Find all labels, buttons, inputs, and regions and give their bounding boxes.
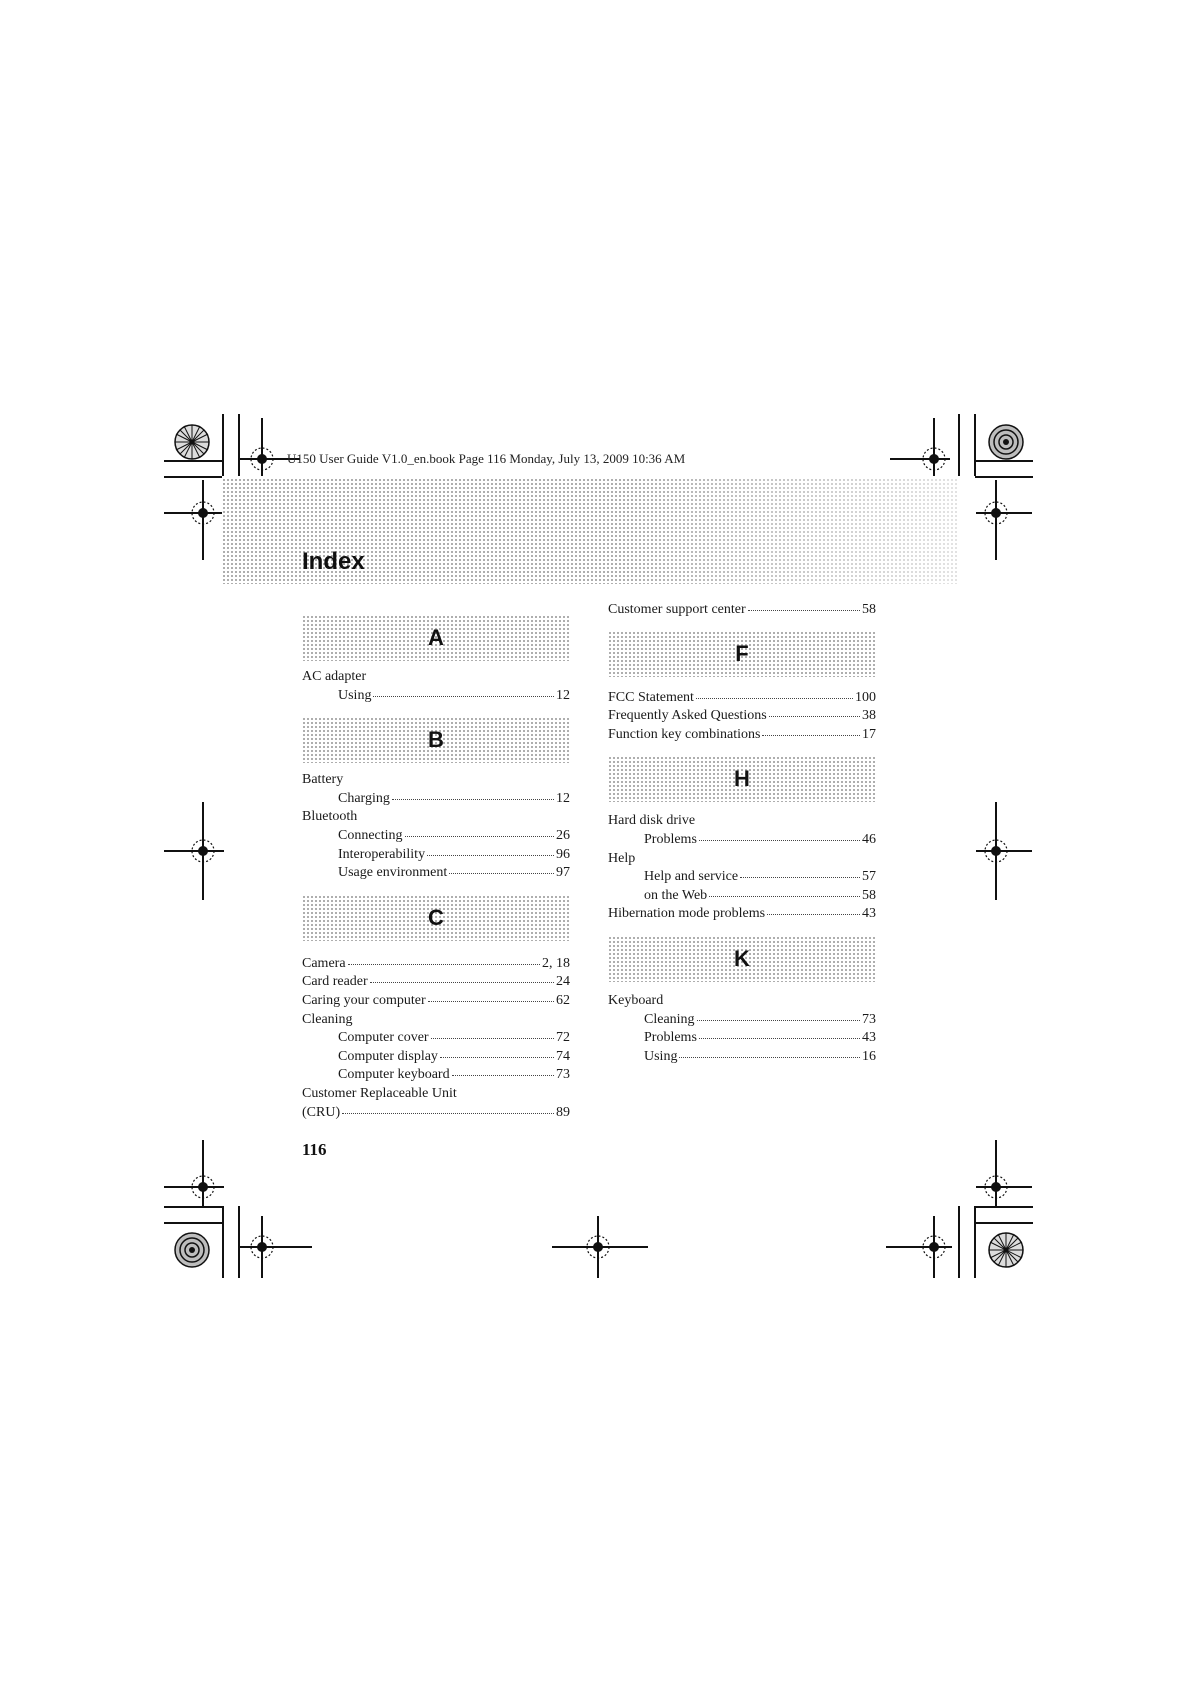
entry-term: Problems <box>644 1030 697 1046</box>
entry-term: (CRU) <box>302 1104 341 1120</box>
entry-term: Usage environment <box>338 865 448 881</box>
crop-line <box>975 1206 1033 1208</box>
entry-term: Cleaning <box>644 1011 695 1027</box>
color-star-mark-icon <box>986 1230 1026 1270</box>
entry-term: Charging <box>338 790 390 806</box>
dot-leader <box>373 683 554 697</box>
registration-target-icon <box>981 498 1011 528</box>
index-entry <box>608 905 876 924</box>
entry-page: 38 <box>862 708 876 724</box>
entry-term: Hibernation mode problems <box>608 906 766 922</box>
section-letter: F <box>735 640 749 666</box>
color-rosette-mark-icon <box>986 422 1026 462</box>
section-header-k <box>608 936 876 982</box>
dot-leader <box>696 685 853 699</box>
crop-line <box>164 476 222 478</box>
dot-leader <box>762 722 860 736</box>
print-info-header: U150 User Guide V1.0_en.book Page 116 Monday, July 13, 2009 10:36 AM <box>287 451 686 466</box>
registration-target-icon <box>981 1172 1011 1202</box>
entry-page: 57 <box>862 869 876 885</box>
registration-target-icon <box>188 498 218 528</box>
section-header-a <box>302 615 570 661</box>
dot-leader <box>699 1025 860 1039</box>
entry-term: Problems <box>644 831 697 847</box>
dot-leader <box>740 864 860 878</box>
entry-term: FCC Statement <box>608 689 694 705</box>
dot-leader <box>431 1025 554 1039</box>
dot-leader <box>452 1062 554 1076</box>
entry-term: Bluetooth <box>302 809 358 825</box>
crop-line <box>222 414 224 476</box>
crop-line <box>974 414 976 476</box>
entry-page: 58 <box>862 887 876 903</box>
crop-line <box>974 1206 976 1278</box>
index-entry <box>302 992 570 1011</box>
dot-leader <box>748 597 860 611</box>
dot-leader <box>679 1044 860 1058</box>
section-header-h <box>608 756 876 802</box>
dot-leader <box>370 969 554 983</box>
entry-term: Card reader <box>302 974 368 990</box>
entry-term: Computer cover <box>338 1030 429 1046</box>
entry-term: Function key combinations <box>608 726 761 742</box>
color-star-mark-icon <box>172 422 212 462</box>
entry-term: Computer display <box>338 1048 438 1064</box>
entry-term: Caring your computer <box>302 992 426 1008</box>
entry-term: on the Web <box>644 887 708 903</box>
entry-page: 2, 18 <box>542 955 570 971</box>
entry-term: Using <box>338 687 372 703</box>
index-subentry <box>302 864 570 883</box>
dot-leader <box>392 786 554 800</box>
registration-target-icon <box>247 444 277 474</box>
section-header-f <box>608 631 876 677</box>
entry-page: 97 <box>556 865 570 881</box>
crop-line <box>222 1206 224 1278</box>
entry-term: Help <box>608 850 636 866</box>
registration-target-icon <box>583 1232 613 1262</box>
dot-leader <box>427 842 554 856</box>
entry-term: Camera <box>302 955 346 971</box>
page-number: 116 <box>302 1140 327 1159</box>
entry-term: Using <box>644 1048 678 1064</box>
registration-target-icon <box>981 836 1011 866</box>
dot-leader <box>348 951 540 965</box>
section-letter: B <box>428 727 444 753</box>
dot-leader <box>699 827 860 841</box>
crop-line <box>238 1206 240 1278</box>
registration-target-icon <box>919 444 949 474</box>
entry-page: 24 <box>556 974 570 990</box>
entry-term: Connecting <box>338 827 403 843</box>
entry-term: Interoperability <box>338 846 426 862</box>
crop-line <box>164 1222 222 1224</box>
entry-page: 17 <box>862 726 876 742</box>
entry-page: 58 <box>862 602 876 617</box>
crop-line <box>958 1206 960 1278</box>
entry-page: 46 <box>862 831 876 847</box>
dot-leader <box>767 901 860 915</box>
registration-target-icon <box>919 1232 949 1262</box>
entry-term: Hard disk drive <box>608 813 696 829</box>
registration-target-icon <box>188 836 218 866</box>
registration-target-icon <box>188 1172 218 1202</box>
dot-leader <box>769 703 860 717</box>
section-letter: C <box>428 904 444 930</box>
entry-page: 12 <box>556 790 570 806</box>
registration-target-icon <box>247 1232 277 1262</box>
page-title: Index <box>302 548 365 575</box>
crop-line <box>164 1206 222 1208</box>
entry-term: AC adapter <box>302 669 367 684</box>
entry-page: 43 <box>862 906 876 922</box>
index-subentry <box>302 687 570 706</box>
dot-leader <box>709 883 860 897</box>
index-subentry <box>302 1066 570 1085</box>
index-entry <box>302 1104 570 1123</box>
section-letter: K <box>734 945 750 971</box>
dot-leader <box>449 860 554 874</box>
entry-term: Computer keyboard <box>338 1067 450 1083</box>
entry-page: 74 <box>556 1048 570 1064</box>
crop-line <box>958 414 960 476</box>
entry-term: Frequently Asked Questions <box>608 708 767 724</box>
color-rosette-mark-icon <box>172 1230 212 1270</box>
dot-leader <box>697 1007 860 1021</box>
section-header-b <box>302 717 570 763</box>
index-entry <box>608 726 876 745</box>
dot-leader <box>428 988 554 1002</box>
entry-page: 72 <box>556 1030 570 1046</box>
index-entry <box>608 601 876 620</box>
entry-page: 16 <box>862 1048 876 1064</box>
entry-page: 26 <box>556 827 570 843</box>
entry-page: 43 <box>862 1030 876 1046</box>
crop-line <box>975 476 1033 478</box>
dot-leader <box>342 1100 554 1114</box>
section-letter: A <box>428 625 444 650</box>
entry-page: 73 <box>556 1067 570 1083</box>
entry-page: 89 <box>556 1104 570 1120</box>
entry-term: Keyboard <box>608 992 664 1008</box>
entry-page: 100 <box>855 689 876 705</box>
dot-leader <box>440 1044 554 1058</box>
entry-page: 96 <box>556 846 570 862</box>
entry-term: Cleaning <box>302 1011 353 1027</box>
index-subentry <box>608 1048 876 1067</box>
crop-line <box>975 1222 1033 1224</box>
entry-term: Customer Replaceable Unit <box>302 1085 457 1101</box>
dot-leader <box>405 823 554 837</box>
entry-page: 12 <box>556 687 570 703</box>
left-column <box>302 615 570 1122</box>
entry-term: Customer support center <box>608 602 746 617</box>
section-letter: H <box>734 766 750 792</box>
crop-line <box>238 414 240 476</box>
entry-page: 62 <box>556 992 570 1008</box>
entry-term: Help and service <box>644 869 739 885</box>
entry-page: 73 <box>862 1011 876 1027</box>
entry-term: Battery <box>302 772 344 788</box>
index-subentry <box>608 831 876 850</box>
right-column <box>608 601 876 1066</box>
index-subentry <box>302 790 570 809</box>
section-header-c <box>302 895 570 941</box>
